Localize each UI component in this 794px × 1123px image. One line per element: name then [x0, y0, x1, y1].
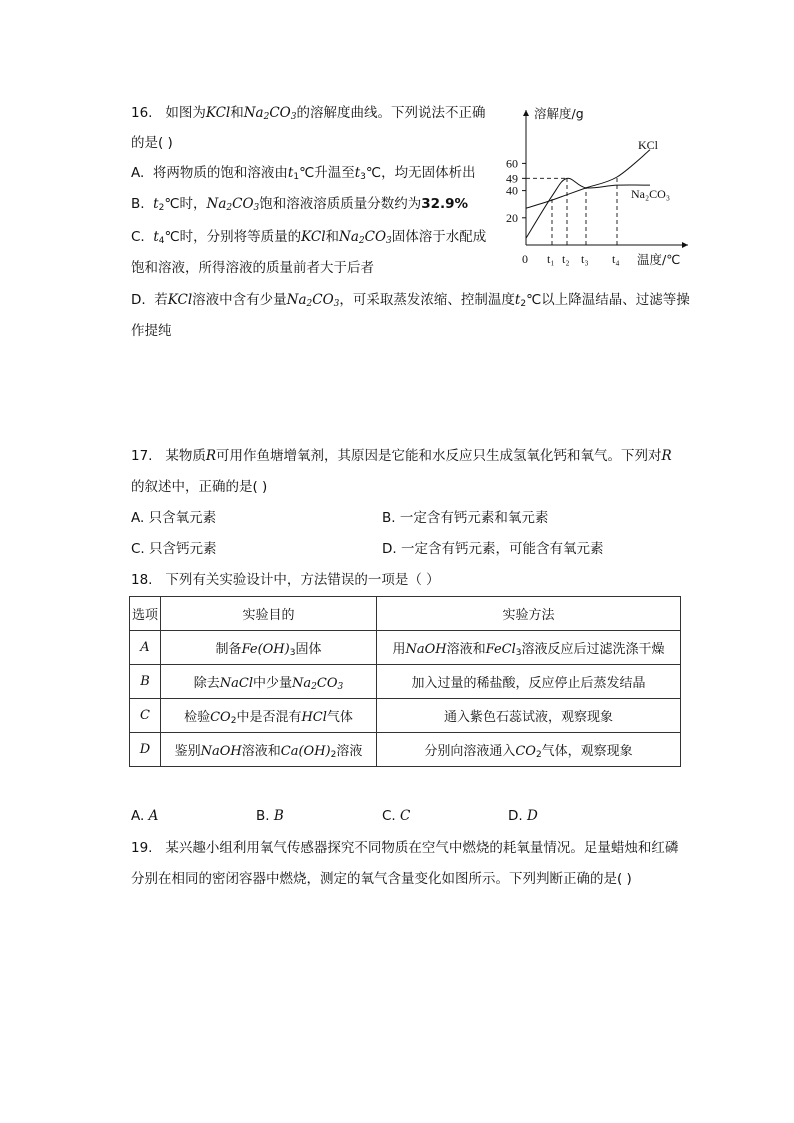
header-purpose: 实验目的: [161, 597, 377, 631]
table-row: [130, 733, 681, 767]
row-method: 用NaOH溶液和FeCl$_3$溶液反应后过滤洗涤干燥: [377, 631, 681, 665]
q16-text: 和: [230, 105, 244, 121]
q18-answer-d: D. D: [508, 808, 538, 824]
q16-text: 如图为: [165, 105, 206, 121]
row-method: 分别向溶液通入$CO_2$气体，观察现象: [377, 733, 681, 767]
formula-na2co3: $Na_2CO_3$: [243, 105, 297, 122]
row-purpose: 检验$CO_2$中是否混有HCl气体: [161, 699, 377, 733]
q18-answer-c: C. C: [382, 808, 411, 824]
q16-option-c-line2: 饱和溶液，所得溶液的质量前者大于后者: [131, 260, 374, 276]
q19-stem-line1: 19. 某兴趣小组利用氧气传感器探究不同物质在空气中燃烧的耗氧量情况。足量蜡烛和红磷: [131, 840, 679, 856]
x-tick-label: t₄: [612, 252, 620, 266]
q17-option-a: A. 只含氧元素: [131, 510, 217, 526]
row-purpose: 鉴别NaOH溶液和$Ca(OH)_2$溶液: [161, 733, 377, 767]
table-row: [130, 699, 681, 733]
q18-answer-b: B. B: [256, 808, 284, 824]
q19-stem-line2: 分别在相同的密闭容器中燃烧，测定的氧气含量变化如图所示。下列判断正确的是( ): [131, 871, 632, 887]
x-tick-label: t₁: [547, 252, 555, 266]
experiment-table: [129, 596, 681, 767]
q17-stem-line2: 的叙述中，正确的是( ): [131, 479, 268, 495]
table-row: [130, 665, 681, 699]
q16-option-b: B. $t_2℃$时，$Na_2CO_3$饱和溶液溶质质量分数约为32.9%: [131, 196, 469, 213]
row-method: 通入紫色石蕊试液，观察现象: [377, 699, 681, 733]
row-purpose: 制备$Fe(OH)_3$固体: [161, 631, 377, 665]
question-number: 16.: [131, 105, 153, 121]
row-letter: C: [130, 699, 161, 733]
na2co3-series-label: Na₂CO₃: [631, 187, 671, 201]
q16-option-d-line2: 作提纯: [131, 323, 172, 339]
y-axis-label: 溶解度/g: [534, 106, 584, 121]
table-row: [130, 631, 681, 665]
q17-option-c: C. 只含钙元素: [131, 541, 217, 557]
q17-stem-line1: 17. 某物质R可用作鱼塘增氧剂，其原因是它能和水反应只生成氢氧化钙和氧气。下列对R: [131, 448, 672, 464]
row-purpose: 除去NaCl中少量$Na_2CO_3$: [161, 665, 377, 699]
q18-stem: 18. 下列有关实验设计中，方法错误的一项是（ ）: [131, 572, 440, 588]
y-tick-label: 40: [506, 183, 518, 198]
q16-stem-line1: [131, 103, 485, 127]
q16-stem-line2: 的是( ): [131, 135, 173, 151]
x-tick-label: t₂: [562, 252, 570, 266]
y-tick-label: 60: [506, 156, 518, 171]
q16-option-a: A. 将两物质的饱和溶液由$t_1℃$升温至$t_3℃$，均无固体析出: [131, 165, 476, 182]
table-header-row: [130, 597, 681, 631]
x-tick-label: t₃: [581, 252, 589, 266]
q18-answer-a: A. A: [131, 808, 159, 824]
row-method: 加入过量的稀盐酸，反应停止后蒸发结晶: [377, 665, 681, 699]
q16-option-d: D. 若KCl溶液中含有少量$Na_2CO_3$，可采取蒸发浓缩、控制温度$t_2℃$以上降温结晶、过滤等操: [131, 292, 690, 309]
header-method: 实验方法: [377, 597, 681, 631]
solubility-chart: [500, 98, 695, 273]
y-tick-label: 20: [506, 210, 518, 225]
y-tick-label: 49: [506, 171, 518, 186]
kcl-series-label: KCl: [638, 138, 659, 152]
row-letter: B: [130, 665, 161, 699]
q17-option-b: B. 一定含有钙元素和氧元素: [382, 510, 549, 526]
x-axis-label: 温度/℃: [637, 252, 681, 267]
q16-text: 的溶解度曲线。下列说法不正确: [296, 105, 486, 121]
formula-kcl: KCl: [205, 105, 231, 121]
row-letter: A: [130, 631, 161, 665]
q17-option-d: D. 一定含有钙元素，可能含有氧元素: [382, 541, 604, 557]
q16-option-c: C. $t_4℃$时，分别将等质量的KCl和$Na_2CO_3$固体溶于水配成: [131, 229, 487, 246]
header-option: 选项: [130, 597, 161, 631]
x-tick-label: 0: [522, 252, 528, 266]
row-letter: D: [130, 733, 161, 767]
